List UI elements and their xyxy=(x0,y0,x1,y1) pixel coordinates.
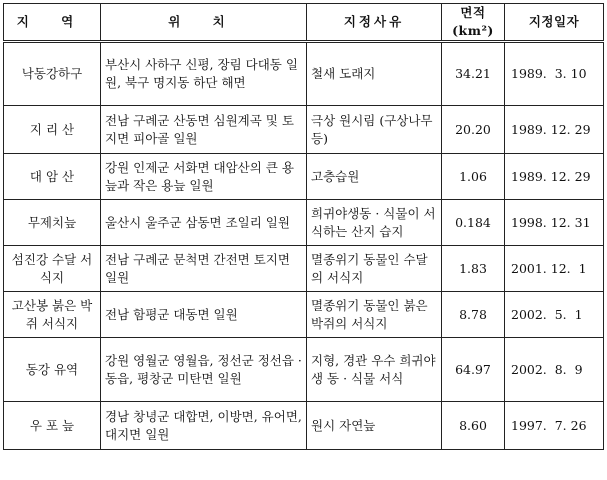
region-cell: 무제치늪 xyxy=(4,200,101,246)
reason-cell: 멸종위기 동물인 붉은박쥐의 서식지 xyxy=(307,292,442,338)
region-cell: 동강 유역 xyxy=(4,338,101,402)
area-cell: 20.20 xyxy=(442,106,505,154)
date-cell: 2001. 12. 1 xyxy=(505,246,604,292)
table-row xyxy=(4,402,604,450)
region-cell: 지 리 산 xyxy=(4,106,101,154)
header-region: 지 역 xyxy=(4,4,101,42)
table-row xyxy=(4,106,604,154)
location-cell: 부산시 사하구 신평, 장림 다대동 일원, 북구 명지동 하단 해면 xyxy=(101,42,307,106)
date-cell: 1998. 12. 31 xyxy=(505,200,604,246)
location-cell: 울산시 울주군 삼동면 조일리 일원 xyxy=(101,200,307,246)
location-cell: 전남 함평군 대동면 일원 xyxy=(101,292,307,338)
date-cell: 1989. 12. 29 xyxy=(505,106,604,154)
reason-cell: 철새 도래지 xyxy=(307,42,442,106)
area-cell: 34.21 xyxy=(442,42,505,106)
region-cell: 섬진강 수달 서식지 xyxy=(4,246,101,292)
region-cell: 낙동강하구 xyxy=(4,42,101,106)
header-date: 지정일자 xyxy=(505,4,604,42)
reason-cell: 지형, 경관 우수 희귀야생 동 · 식물 서식 xyxy=(307,338,442,402)
location-cell: 경남 창녕군 대합면, 이방면, 유어면, 대지면 일원 xyxy=(101,402,307,450)
area-cell: 8.60 xyxy=(442,402,505,450)
reason-cell: 고층습원 xyxy=(307,154,442,200)
location-cell: 강원 영월군 영월읍, 정선군 정선읍 · 동읍, 평창군 미탄면 일원 xyxy=(101,338,307,402)
table-row xyxy=(4,42,604,106)
header-reason: 지정사유 xyxy=(307,4,442,42)
table-row xyxy=(4,338,604,402)
reason-cell: 멸종위기 동물인 수달의 서식지 xyxy=(307,246,442,292)
table-row xyxy=(4,200,604,246)
area-cell: 8.78 xyxy=(442,292,505,338)
protected-area-table xyxy=(3,3,604,450)
table-row xyxy=(4,246,604,292)
area-cell: 64.97 xyxy=(442,338,505,402)
date-cell: 1997. 7. 26 xyxy=(505,402,604,450)
table-row xyxy=(4,154,604,200)
location-cell: 강원 인제군 서화면 대암산의 큰 용늪과 작은 용늪 일원 xyxy=(101,154,307,200)
date-cell: 2002. 5. 1 xyxy=(505,292,604,338)
location-cell: 전남 구례군 문척면 간전면 토지면 일원 xyxy=(101,246,307,292)
region-cell: 고산봉 붉은 박쥐 서식지 xyxy=(4,292,101,338)
reason-cell: 극상 원시림 (구상나무등) xyxy=(307,106,442,154)
header-location: 위 치 xyxy=(101,4,307,42)
location-cell: 전남 구례군 산동면 심원계곡 및 토지면 피아골 일원 xyxy=(101,106,307,154)
reason-cell: 원시 자연늪 xyxy=(307,402,442,450)
header-area: 면적(km²) xyxy=(442,4,505,42)
table-header-row xyxy=(4,4,604,42)
region-cell: 우 포 늪 xyxy=(4,402,101,450)
area-cell: 0.184 xyxy=(442,200,505,246)
area-cell: 1.06 xyxy=(442,154,505,200)
area-cell: 1.83 xyxy=(442,246,505,292)
reason-cell: 희귀야생동 · 식물이 서식하는 산지 습지 xyxy=(307,200,442,246)
table-row xyxy=(4,292,604,338)
date-cell: 2002. 8. 9 xyxy=(505,338,604,402)
date-cell: 1989. 3. 10 xyxy=(505,42,604,106)
table-body xyxy=(4,42,604,450)
region-cell: 대 암 산 xyxy=(4,154,101,200)
date-cell: 1989. 12. 29 xyxy=(505,154,604,200)
table-container xyxy=(3,3,603,450)
